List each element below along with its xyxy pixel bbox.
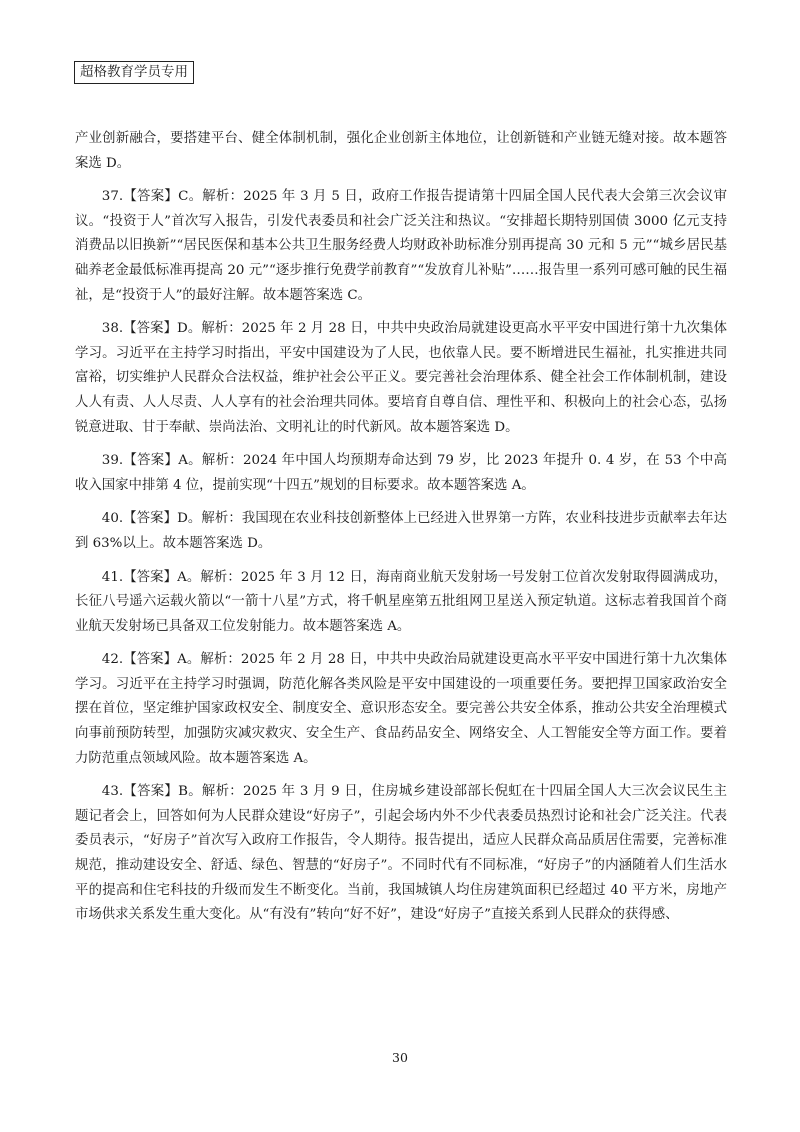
answer-39: 39.【答案】A。解析：2024 年中国人均预期寿命达到 79 岁，比 2023 年提升 0. 4 岁，在 53 个中高收入国家中排第 4 位，提前实现“十四五”规划的目标要求。故本题答案选 A。 — [75, 453, 727, 493]
answer-41: 41.【答案】A。解析：2025 年 3 月 12 日，海南商业航天发射场一号发射工位首次发射取得圆满成功，长征八号遥六运载火箭以“一箭十八星”方式，将千帆星座第五批组网卫星送入预定轨道。这标志着我国首个商业航天发射场已具备双工位发射能力。故本题答案选 A。 — [75, 569, 727, 634]
answer-40: 40.【答案】D。解析：我国现在农业科技创新整体上已经进入世界第一方阵，农业科技进步贡献率去年达到 63%以上。故本题答案选 D。 — [75, 511, 727, 551]
answer-37: 37.【答案】C。解析：2025 年 3 月 5 日，政府工作报告提请第十四届全国人民代表大会第三次会议审议。“投资于人”首次写入报告，引发代表委员和社会广泛关注和热议。“安排超长期特别国债 3000 亿元支持消费品以旧换新”“居民医保和基本公共卫生服务经费人均财政补助标准分别再提高 30 元和 5 元”“城乡居民基础养老金最低标准再提高 20 元”“逐步推行免费学前教育”“发放育儿补贴”……报告里一系列可感可触的民生福祉，是“投资于人”的最好注解。故本题答案选 C。 — [75, 189, 727, 303]
answer-43: 43.【答案】B。解析：2025 年 3 月 9 日，住房城乡建设部部长倪虹在十四届全国人大三次会议民生主题记者会上，回答如何为人民群众建设“好房子”，引起会场内外不少代表委员热烈讨论和社会广泛关注。代表委员表示，“好房子”首次写入政府工作报告，令人期待。报告提出，适应人民群众高品质居住需要，完善标准规范，推动建设安全、舒适、绿色、智慧的“好房子”。不同时代有不同标准，“好房子”的内涵随着人们生活水平的提高和住宅科技的升级而发生不断变化。当前，我国城镇人均住房建筑面积已经超过 40 平方米，房地产市场供求关系发生重大变化。从“有没有”转向“好不好”，建设“好房子”直接关系到人民群众的获得感、 — [75, 784, 727, 923]
answer-explanations — [75, 127, 727, 937]
watermark-header: 超格教育学员专用 — [74, 61, 194, 84]
paragraph-continuation: 产业创新融合，要搭建平台、健全体制机制，强化企业创新主体地位，让创新链和产业链无缝对接。故本题答案选 D。 — [75, 131, 727, 171]
answer-42: 42.【答案】A。解析：2025 年 2 月 28 日，中共中央政治局就建设更高水平平安中国进行第十九次集体学习。习近平在主持学习时强调，防范化解各类风险是平安中国建设的一项重要任务。要把捍卫国家政治安全摆在首位，坚定维护国家政权安全、制度安全、意识形态安全。要完善公共安全体系，推动公共安全治理模式向事前预防转型，加强防灾减灾救灾、安全生产、食品药品安全、网络安全、人工智能安全等方面工作。要着力防范重点领域风险。故本题答案选 A。 — [75, 652, 727, 766]
page-number: 30 — [392, 1050, 408, 1065]
answer-38: 38.【答案】D。解析：2025 年 2 月 28 日，中共中央政治局就建设更高水平平安中国进行第十九次集体学习。习近平在主持学习时指出，平安中国建设为了人民，也依靠人民。要不断增进民生福祉，扎实推进共同富裕，切实维护人民群众合法权益，维护社会公平正义。要完善社会治理体系、健全社会工作体制机制，建设人人有责、人人尽责、人人享有的社会治理共同体。要培育自尊自信、理性平和、积极向上的社会心态，弘扬锐意进取、甘于奉献、崇尚法治、文明礼让的时代新风。故本题答案选 D。 — [75, 321, 727, 435]
